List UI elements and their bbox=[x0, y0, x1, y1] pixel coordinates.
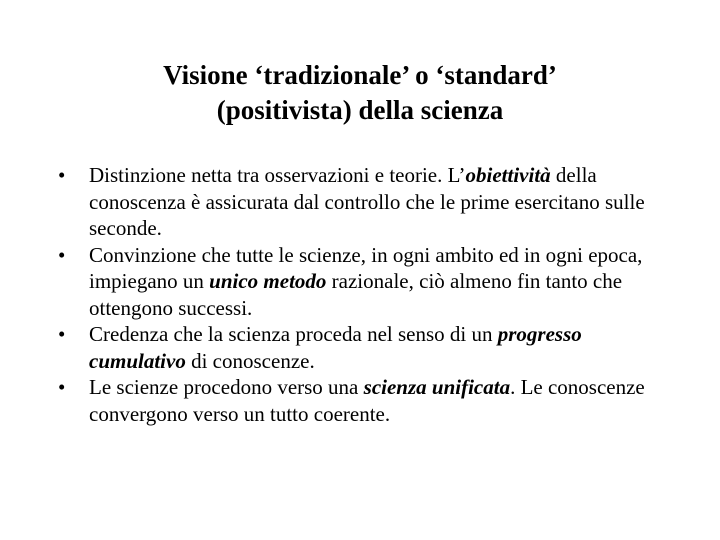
bullet-text-post: . Le conoscenze convergono verso un tutto coerente. bbox=[89, 375, 645, 426]
bullet-text-post: razionale, ciò almeno fin tanto che ottengono successi. bbox=[89, 269, 623, 320]
bullet-text-pre: Convinzione che tutte le scienze, in ogni ambito ed in ogni epoca, impiegano un bbox=[89, 242, 643, 293]
bullet-list bbox=[58, 162, 668, 427]
bullet-item-method bbox=[58, 242, 668, 322]
bullet-text-emphasis: obiettività bbox=[465, 163, 551, 187]
bullet-text-emphasis: progresso cumulativo bbox=[89, 322, 582, 373]
title-line-1: Visione ‘tradizionale’ o ‘standard’ bbox=[163, 60, 557, 90]
bullet-text-emphasis: scienza unificata bbox=[363, 375, 511, 399]
title-line-2: (positivista) della scienza bbox=[216, 95, 504, 125]
bullet-item-progress bbox=[58, 321, 668, 374]
bullet-text-pre: Distinzione netta tra osservazioni e teorie. L’ bbox=[89, 163, 466, 187]
bullet-text-emphasis: unico metodo bbox=[209, 269, 327, 293]
bullet-text-pre: Le scienze procedono verso una bbox=[89, 375, 364, 399]
bullet-dot-icon: • bbox=[58, 242, 66, 267]
bullet-item-unified-science bbox=[58, 374, 668, 427]
slide-title bbox=[60, 58, 660, 128]
bullet-text-post: della conoscenza è assicurata dal controllo che le prime esercitano sulle seconde. bbox=[89, 163, 645, 240]
bullet-text-post: di conoscenze. bbox=[185, 348, 315, 373]
bullet-item-objectivity bbox=[58, 162, 668, 242]
bullet-dot-icon: • bbox=[58, 322, 66, 346]
bullet-dot-icon: • bbox=[58, 375, 66, 399]
bullet-text-pre: Credenza che la scienza proceda nel senso di un bbox=[89, 322, 498, 346]
bullet-dot-icon: • bbox=[58, 163, 66, 187]
